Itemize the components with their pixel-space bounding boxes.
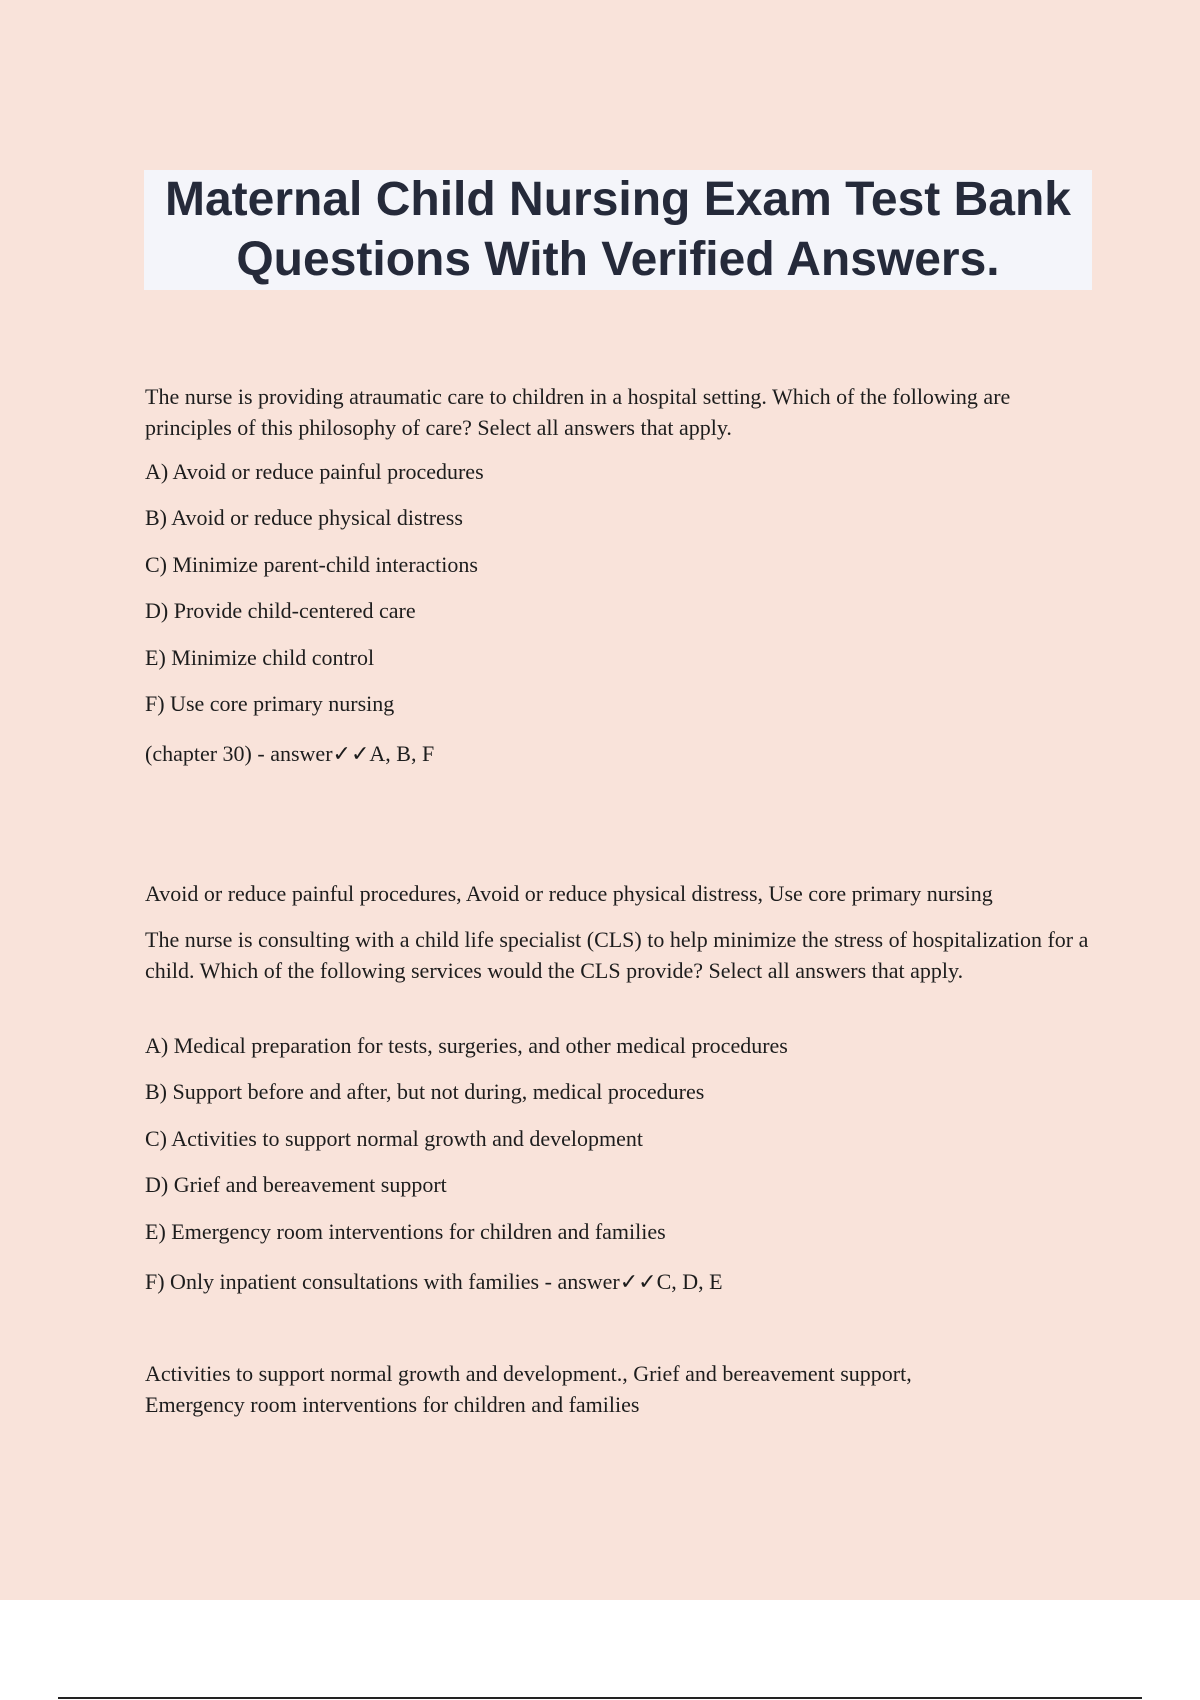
question-1-option-b: B) Avoid or reduce physical distress [145,505,463,530]
question-2-option-c: C) Activities to support normal growth and development [145,1126,643,1151]
question-1-option-d: D) Provide child-centered care [145,598,416,623]
question-2-stem: The nurse is consulting with a child life specialist (CLS) to help minimize the stress of hospitalization for a child. Which of the following services would the CLS provide? Select all answers that apply. [145,927,1089,983]
footer-divider [58,1697,1142,1699]
question-1-explanation: Avoid or reduce painful procedures, Avoid or reduce physical distress, Use core primary nursing [145,881,993,906]
question-2-option-e: E) Emergency room interventions for children and families [145,1219,666,1244]
question-1-option-f: F) Use core primary nursing [145,691,395,716]
question-1-answer: (chapter 30) - answer✓✓A, B, F [145,741,435,766]
question-2-option-b: B) Support before and after, but not during, medical procedures [145,1079,705,1104]
question-2-option-d: D) Grief and bereavement support [145,1172,447,1197]
question-2-option-a: A) Medical preparation for tests, surgeries, and other medical procedures [145,1033,788,1058]
question-2-explanation: Activities to support normal growth and development., Grief and bereavement support, Emergency room interventions for children and families [145,1361,912,1417]
question-1-stem: The nurse is providing atraumatic care to children in a hospital setting. Which of the following are principles of this philosophy of care? Select all answers that apply. [145,384,1011,440]
document-title-line-1: Maternal Child Nursing Exam Test Bank [165,173,1071,226]
question-1-option-a: A) Avoid or reduce painful procedures [145,459,484,484]
question-2-option-f-answer: F) Only inpatient consultations with families - answer✓✓C, D, E [145,1269,723,1294]
question-1-option-c: C) Minimize parent-child interactions [145,552,478,577]
document-title-line-2: Questions With Verified Answers. [236,233,1000,286]
question-1-option-e: E) Minimize child control [145,645,375,670]
title-banner [144,170,1092,290]
